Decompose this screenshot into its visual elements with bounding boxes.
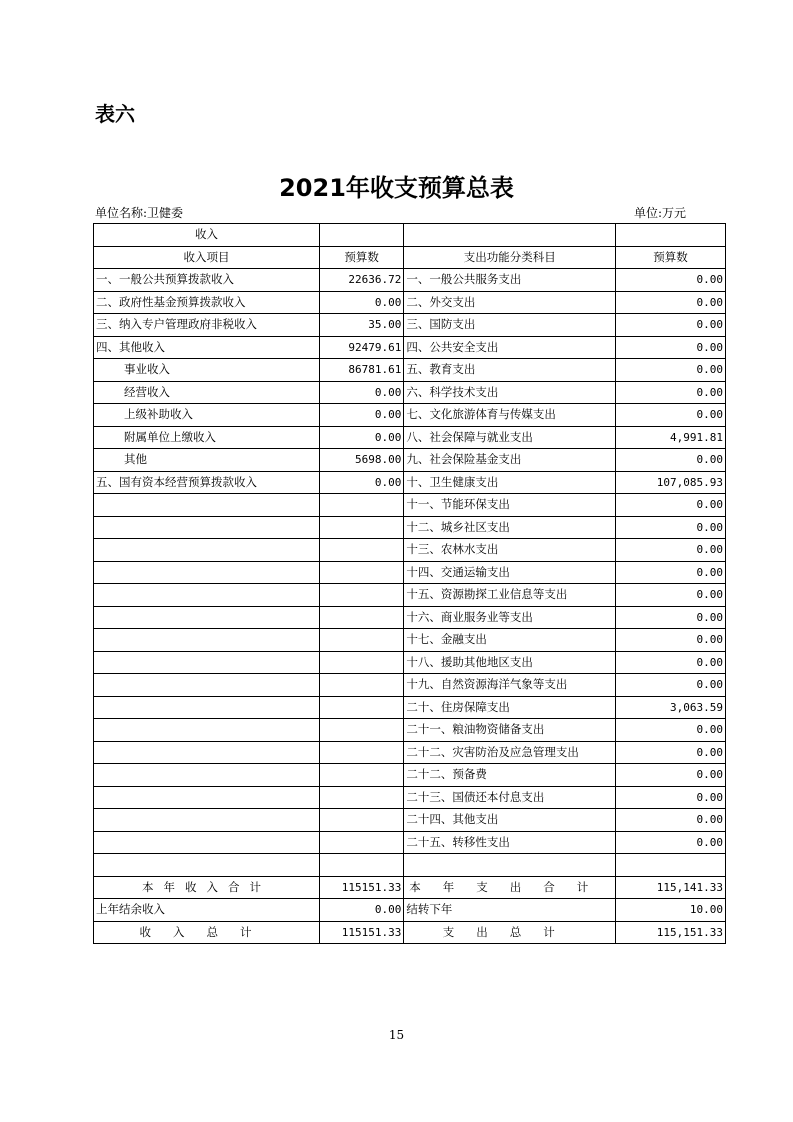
expense-budget: 0.00 — [616, 516, 726, 539]
col-income-item: 收入项目 — [94, 246, 320, 269]
expense-budget: 0.00 — [616, 561, 726, 584]
table-row — [94, 719, 726, 742]
expense-budget: 4,991.81 — [616, 426, 726, 449]
table-row — [94, 696, 726, 719]
total-expense-value: 115,151.33 — [616, 921, 726, 944]
table-row — [94, 336, 726, 359]
income-budget: 92479.61 — [319, 336, 403, 359]
income-item: 二、政府性基金预算拨款收入 — [94, 291, 320, 314]
income-budget: 35.00 — [319, 314, 403, 337]
expense-budget: 3,063.59 — [616, 696, 726, 719]
expense-budget: 0.00 — [616, 651, 726, 674]
expense-item: 七、文化旅游体育与传媒支出 — [404, 404, 616, 427]
expense-item: 十二、城乡社区支出 — [404, 516, 616, 539]
section-header-row — [94, 224, 726, 247]
table-row — [94, 494, 726, 517]
income-item — [94, 854, 320, 877]
expense-budget: 0.00 — [616, 539, 726, 562]
expense-item: 十三、农林水支出 — [404, 539, 616, 562]
income-budget — [319, 741, 403, 764]
table-row — [94, 651, 726, 674]
total-income-value: 115151.33 — [319, 921, 403, 944]
expense-item: 九、社会保险基金支出 — [404, 449, 616, 472]
table-row — [94, 539, 726, 562]
income-budget — [319, 809, 403, 832]
expense-budget: 0.00 — [616, 404, 726, 427]
income-budget: 0.00 — [319, 381, 403, 404]
expense-item: 二十二、预备费 — [404, 764, 616, 787]
carry-in-value: 0.00 — [319, 899, 403, 922]
income-budget — [319, 831, 403, 854]
income-budget: 0.00 — [319, 426, 403, 449]
income-budget — [319, 539, 403, 562]
income-item: 事业收入 — [94, 359, 320, 382]
income-item: 五、国有资本经营预算拨款收入 — [94, 471, 320, 494]
income-item: 经营收入 — [94, 381, 320, 404]
expense-budget: 0.00 — [616, 291, 726, 314]
page-number: 15 — [388, 1028, 405, 1042]
table-row — [94, 629, 726, 652]
expense-budget — [616, 854, 726, 877]
expense-budget: 0.00 — [616, 584, 726, 607]
income-budget — [319, 606, 403, 629]
expense-item: 十六、商业服务业等支出 — [404, 606, 616, 629]
income-budget — [319, 696, 403, 719]
col-budget-income: 预算数 — [319, 246, 403, 269]
expense-item: 十一、节能环保支出 — [404, 494, 616, 517]
year-income-label: 本年收入合计 — [94, 876, 320, 899]
income-budget — [319, 674, 403, 697]
expense-budget: 0.00 — [616, 809, 726, 832]
expense-budget: 0.00 — [616, 719, 726, 742]
expense-budget: 0.00 — [616, 629, 726, 652]
income-item — [94, 786, 320, 809]
income-item: 附属单位上缴收入 — [94, 426, 320, 449]
expense-item: 二十二、灾害防治及应急管理支出 — [404, 741, 616, 764]
income-item — [94, 741, 320, 764]
income-item — [94, 606, 320, 629]
income-budget: 0.00 — [319, 404, 403, 427]
income-budget: 5698.00 — [319, 449, 403, 472]
table-row — [94, 741, 726, 764]
expense-item: 二十三、国债还本付息支出 — [404, 786, 616, 809]
expense-item: 二十五、转移性支出 — [404, 831, 616, 854]
column-header-row — [94, 246, 726, 269]
expense-budget: 0.00 — [616, 741, 726, 764]
page-title: 2021年收支预算总表 — [279, 174, 514, 202]
income-item: 上级补助收入 — [94, 404, 320, 427]
income-budget — [319, 854, 403, 877]
income-item — [94, 516, 320, 539]
income-item: 四、其他收入 — [94, 336, 320, 359]
income-budget: 86781.61 — [319, 359, 403, 382]
table-row — [94, 561, 726, 584]
table-row — [94, 359, 726, 382]
income-item — [94, 831, 320, 854]
year-income-value: 115151.33 — [319, 876, 403, 899]
grand-total-row — [94, 921, 726, 944]
expense-item: 十四、交通运输支出 — [404, 561, 616, 584]
year-total-row — [94, 876, 726, 899]
income-budget — [319, 786, 403, 809]
income-budget — [319, 516, 403, 539]
col-budget-expense: 预算数 — [616, 246, 726, 269]
table-row — [94, 854, 726, 877]
table-row — [94, 809, 726, 832]
income-budget: 22636.72 — [319, 269, 403, 292]
table-row — [94, 606, 726, 629]
expense-item: 十八、援助其他地区支出 — [404, 651, 616, 674]
income-item — [94, 719, 320, 742]
year-expense-label: 本年支出合计 — [404, 876, 616, 899]
income-budget — [319, 764, 403, 787]
expense-budget: 0.00 — [616, 449, 726, 472]
expense-item: 十、卫生健康支出 — [404, 471, 616, 494]
expense-budget: 0.00 — [616, 359, 726, 382]
expense-item: 二十一、粮油物资储备支出 — [404, 719, 616, 742]
income-budget — [319, 651, 403, 674]
table-tag: 表六 — [95, 102, 135, 126]
total-expense-label: 支出总计 — [404, 921, 616, 944]
table-row — [94, 786, 726, 809]
income-budget — [319, 561, 403, 584]
income-item: 一、一般公共预算拨款收入 — [94, 269, 320, 292]
income-item — [94, 494, 320, 517]
income-item — [94, 696, 320, 719]
table-row — [94, 516, 726, 539]
table-row — [94, 269, 726, 292]
expense-budget: 0.00 — [616, 831, 726, 854]
table-row — [94, 764, 726, 787]
year-expense-value: 115,141.33 — [616, 876, 726, 899]
table-row — [94, 404, 726, 427]
income-budget — [319, 719, 403, 742]
carry-out-label: 结转下年 — [404, 899, 616, 922]
income-item — [94, 539, 320, 562]
expense-budget: 0.00 — [616, 336, 726, 359]
income-budget: 0.00 — [319, 471, 403, 494]
income-item — [94, 584, 320, 607]
income-item — [94, 809, 320, 832]
unit-name: 单位名称:卫健委 — [95, 206, 184, 220]
expense-budget: 0.00 — [616, 764, 726, 787]
expense-item: 十七、金融支出 — [404, 629, 616, 652]
carry-row — [94, 899, 726, 922]
expense-budget: 0.00 — [616, 269, 726, 292]
section-income-label: 收入 — [94, 224, 320, 247]
table-row — [94, 381, 726, 404]
expense-item: 八、社会保障与就业支出 — [404, 426, 616, 449]
income-item: 其他 — [94, 449, 320, 472]
income-item: 三、纳入专户管理政府非税收入 — [94, 314, 320, 337]
expense-item: 五、教育支出 — [404, 359, 616, 382]
table-row — [94, 426, 726, 449]
expense-item: 二十四、其他支出 — [404, 809, 616, 832]
table-row — [94, 831, 726, 854]
budget-table — [93, 223, 726, 944]
expense-budget: 107,085.93 — [616, 471, 726, 494]
expense-item — [404, 854, 616, 877]
carry-in-label: 上年结余收入 — [94, 899, 320, 922]
expense-budget: 0.00 — [616, 606, 726, 629]
carry-out-value: 10.00 — [616, 899, 726, 922]
expense-item: 二十、住房保障支出 — [404, 696, 616, 719]
expense-budget: 0.00 — [616, 786, 726, 809]
expense-item: 四、公共安全支出 — [404, 336, 616, 359]
unit-money: 单位:万元 — [634, 206, 687, 220]
expense-item: 十九、自然资源海洋气象等支出 — [404, 674, 616, 697]
income-budget — [319, 584, 403, 607]
expense-budget: 0.00 — [616, 674, 726, 697]
income-item — [94, 764, 320, 787]
expense-item: 三、国防支出 — [404, 314, 616, 337]
income-budget — [319, 629, 403, 652]
expense-budget: 0.00 — [616, 314, 726, 337]
income-budget: 0.00 — [319, 291, 403, 314]
table-row — [94, 314, 726, 337]
expense-item: 一、一般公共服务支出 — [404, 269, 616, 292]
expense-item: 二、外交支出 — [404, 291, 616, 314]
expense-budget: 0.00 — [616, 381, 726, 404]
col-expense-item: 支出功能分类科目 — [404, 246, 616, 269]
total-income-label: 收入总计 — [94, 921, 320, 944]
income-budget — [319, 494, 403, 517]
table-row — [94, 584, 726, 607]
table-row — [94, 674, 726, 697]
expense-item: 十五、资源勘探工业信息等支出 — [404, 584, 616, 607]
expense-item: 六、科学技术支出 — [404, 381, 616, 404]
table-row — [94, 291, 726, 314]
income-item — [94, 674, 320, 697]
expense-budget: 0.00 — [616, 494, 726, 517]
income-item — [94, 651, 320, 674]
income-item — [94, 629, 320, 652]
table-row — [94, 471, 726, 494]
income-item — [94, 561, 320, 584]
table-row — [94, 449, 726, 472]
